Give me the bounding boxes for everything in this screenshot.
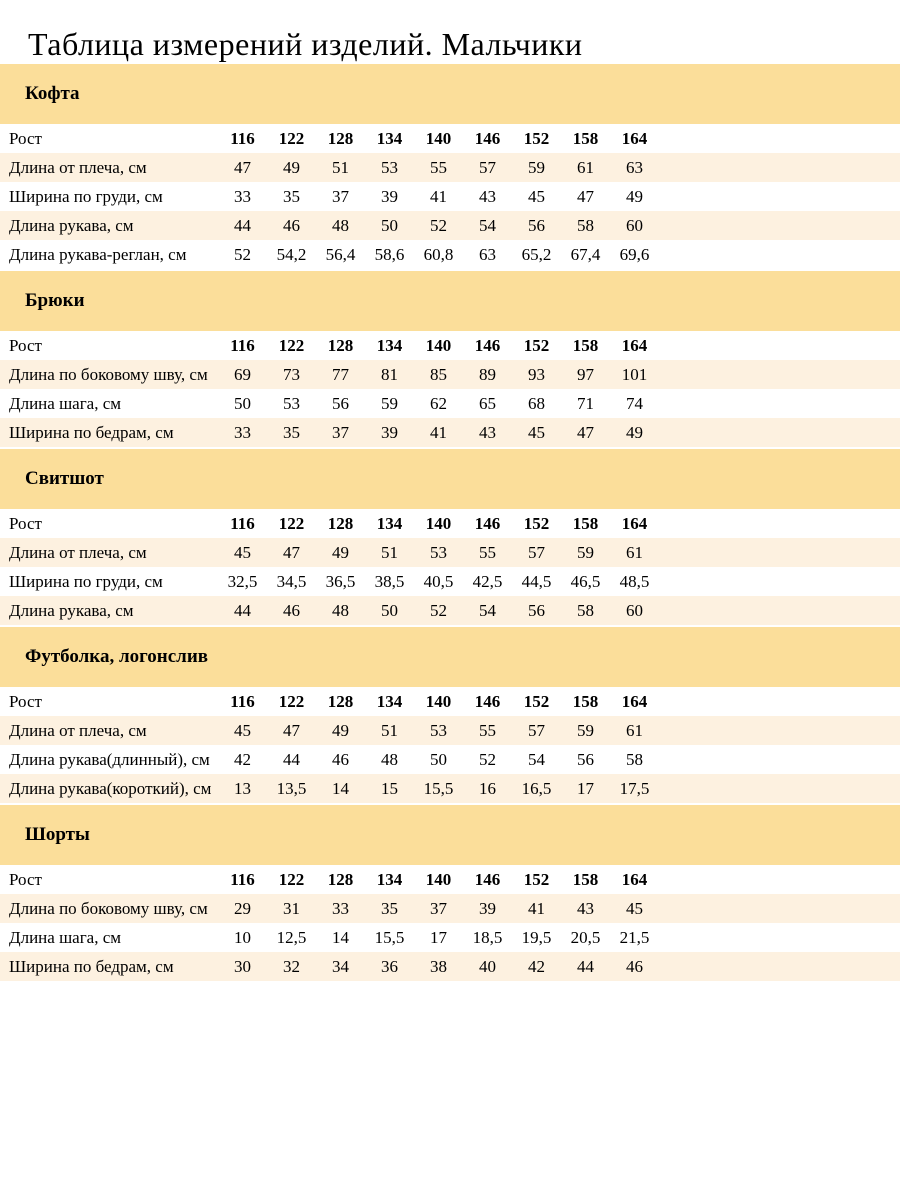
measurement-row: [0, 360, 900, 389]
size-header-cell: 152: [523, 513, 550, 533]
value-cell: 51: [381, 542, 398, 562]
value-cell: 46: [332, 749, 349, 769]
value-cell: 57: [528, 542, 545, 562]
value-cell: 60,8: [423, 244, 454, 264]
section-body: [0, 865, 900, 981]
value-cell: 45: [234, 720, 251, 740]
height-row: [0, 865, 900, 894]
value-cell: 51: [332, 157, 349, 177]
value-cell: 17,5: [619, 778, 650, 798]
section-body: [0, 687, 900, 803]
size-header-cell: 152: [523, 335, 550, 355]
value-cell: 13,5: [276, 778, 307, 798]
row-label: Рост: [9, 691, 42, 711]
row-label: Длина шага, см: [9, 927, 122, 947]
size-header-cell: 128: [327, 128, 354, 148]
measurement-row: [0, 538, 900, 567]
value-cell: 54: [528, 749, 545, 769]
value-cell: 35: [381, 898, 398, 918]
value-cell: 20,5: [570, 927, 601, 947]
size-header-cell: 122: [278, 335, 305, 355]
value-cell: 46,5: [570, 571, 601, 591]
value-cell: 59: [381, 393, 398, 413]
value-cell: 60: [626, 600, 643, 620]
row-label: Рост: [9, 513, 42, 533]
size-header-cell: 140: [425, 128, 452, 148]
value-cell: 33: [234, 422, 251, 442]
size-header-cell: 146: [474, 513, 501, 533]
value-cell: 50: [381, 600, 398, 620]
value-cell: 81: [381, 364, 398, 384]
value-cell: 45: [234, 542, 251, 562]
value-cell: 57: [479, 157, 496, 177]
section-header: [0, 449, 900, 509]
row-label: Длина рукава, см: [9, 600, 134, 620]
size-header-cell: 152: [523, 128, 550, 148]
row-label: Рост: [9, 335, 42, 355]
height-row: [0, 124, 900, 153]
size-header-cell: 158: [572, 513, 599, 533]
value-cell: 29: [234, 898, 251, 918]
section-title: Футболка, логонслив: [25, 646, 209, 667]
section-body: [0, 124, 900, 269]
value-cell: 44: [283, 749, 300, 769]
value-cell: 44: [234, 600, 251, 620]
sections: [0, 64, 900, 981]
value-cell: 54,2: [276, 244, 307, 264]
value-cell: 60: [626, 215, 643, 235]
value-cell: 52: [430, 215, 447, 235]
size-table-section: [0, 449, 900, 625]
size-header-cell: 158: [572, 869, 599, 889]
measurement-row: [0, 952, 900, 981]
value-cell: 59: [528, 157, 545, 177]
value-cell: 37: [430, 898, 447, 918]
value-cell: 14: [332, 927, 349, 947]
row-label: Длина от плеча, см: [9, 157, 147, 177]
size-header-cell: 158: [572, 691, 599, 711]
size-header-cell: 164: [621, 128, 648, 148]
size-header-cell: 140: [425, 513, 452, 533]
measurement-row: [0, 567, 900, 596]
value-cell: 32,5: [227, 571, 258, 591]
value-cell: 77: [332, 364, 349, 384]
size-header-cell: 146: [474, 869, 501, 889]
section-body: [0, 509, 900, 625]
value-cell: 15,5: [374, 927, 405, 947]
row-label: Ширина по бедрам, см: [9, 956, 174, 976]
value-cell: 56: [528, 600, 545, 620]
value-cell: 101: [621, 364, 648, 384]
value-cell: 52: [479, 749, 496, 769]
value-cell: 14: [332, 778, 349, 798]
size-header-cell: 116: [230, 335, 255, 355]
size-table-section: [0, 271, 900, 447]
value-cell: 13: [234, 778, 251, 798]
row-label: Ширина по бедрам, см: [9, 422, 174, 442]
size-table-section: [0, 627, 900, 803]
value-cell: 53: [283, 393, 300, 413]
value-cell: 36,5: [325, 571, 356, 591]
value-cell: 17: [430, 927, 447, 947]
value-cell: 54: [479, 600, 496, 620]
value-cell: 48: [332, 600, 349, 620]
value-cell: 59: [577, 720, 594, 740]
value-cell: 46: [283, 215, 300, 235]
value-cell: 52: [234, 244, 251, 264]
size-header-cell: 164: [621, 869, 648, 889]
size-header-cell: 116: [230, 513, 255, 533]
value-cell: 52: [430, 600, 447, 620]
value-cell: 45: [626, 898, 643, 918]
measurement-row: [0, 182, 900, 211]
value-cell: 19,5: [521, 927, 552, 947]
value-cell: 68: [528, 393, 545, 413]
value-cell: 47: [283, 542, 300, 562]
value-cell: 35: [283, 186, 300, 206]
value-cell: 50: [234, 393, 251, 413]
value-cell: 56,4: [325, 244, 356, 264]
row-label: Длина по боковому шву, см: [9, 898, 208, 918]
value-cell: 57: [528, 720, 545, 740]
value-cell: 38: [430, 956, 447, 976]
row-label: Длина от плеча, см: [9, 720, 147, 740]
measurement-row: [0, 745, 900, 774]
value-cell: 44,5: [521, 571, 552, 591]
value-cell: 65,2: [521, 244, 552, 264]
size-header-cell: 146: [474, 335, 501, 355]
value-cell: 56: [577, 749, 594, 769]
value-cell: 41: [430, 186, 447, 206]
value-cell: 41: [430, 422, 447, 442]
value-cell: 45: [528, 186, 545, 206]
row-label: Длина от плеча, см: [9, 542, 147, 562]
value-cell: 58: [577, 600, 594, 620]
value-cell: 53: [430, 720, 447, 740]
value-cell: 73: [283, 364, 300, 384]
section-header: [0, 64, 900, 124]
value-cell: 85: [430, 364, 447, 384]
value-cell: 61: [626, 542, 643, 562]
section-header: [0, 627, 900, 687]
page-title: Таблица измерений изделий. Мальчики: [28, 26, 583, 62]
value-cell: 61: [626, 720, 643, 740]
size-header-cell: 116: [230, 869, 255, 889]
value-cell: 58: [626, 749, 643, 769]
size-header-cell: 134: [376, 128, 403, 148]
value-cell: 49: [626, 186, 643, 206]
size-header-cell: 164: [621, 513, 648, 533]
size-header-cell: 134: [376, 869, 403, 889]
value-cell: 42,5: [472, 571, 503, 591]
row-label: Ширина по груди, см: [9, 571, 163, 591]
size-header-cell: 140: [425, 335, 452, 355]
row-label: Длина шага, см: [9, 393, 122, 413]
value-cell: 45: [528, 422, 545, 442]
size-header-cell: 134: [376, 691, 403, 711]
value-cell: 55: [479, 720, 496, 740]
value-cell: 34: [332, 956, 349, 976]
value-cell: 53: [381, 157, 398, 177]
value-cell: 46: [626, 956, 643, 976]
value-cell: 48: [381, 749, 398, 769]
value-cell: 58: [577, 215, 594, 235]
value-cell: 33: [234, 186, 251, 206]
height-row: [0, 331, 900, 360]
value-cell: 50: [381, 215, 398, 235]
value-cell: 56: [528, 215, 545, 235]
row-label: Рост: [9, 869, 42, 889]
value-cell: 63: [479, 244, 496, 264]
value-cell: 48,5: [619, 571, 650, 591]
row-label: Рост: [9, 128, 42, 148]
value-cell: 50: [430, 749, 447, 769]
value-cell: 61: [577, 157, 594, 177]
value-cell: 39: [479, 898, 496, 918]
size-header-cell: 128: [327, 691, 354, 711]
value-cell: 59: [577, 542, 594, 562]
value-cell: 93: [528, 364, 545, 384]
value-cell: 47: [577, 186, 594, 206]
value-cell: 40,5: [423, 571, 454, 591]
size-header-cell: 158: [572, 128, 599, 148]
size-header-cell: 134: [376, 513, 403, 533]
value-cell: 74: [626, 393, 643, 413]
value-cell: 31: [283, 898, 300, 918]
value-cell: 47: [283, 720, 300, 740]
row-label: Длина рукава-реглан, см: [9, 244, 187, 264]
value-cell: 62: [430, 393, 447, 413]
size-header-cell: 140: [425, 869, 452, 889]
section-title: Брюки: [25, 290, 85, 311]
value-cell: 58,6: [374, 244, 405, 264]
measurement-row: [0, 389, 900, 418]
value-cell: 51: [381, 720, 398, 740]
size-header-cell: 122: [278, 869, 305, 889]
value-cell: 16: [479, 778, 496, 798]
value-cell: 16,5: [521, 778, 552, 798]
value-cell: 37: [332, 186, 349, 206]
value-cell: 39: [381, 422, 398, 442]
value-cell: 46: [283, 600, 300, 620]
value-cell: 49: [283, 157, 300, 177]
row-label: Ширина по груди, см: [9, 186, 163, 206]
value-cell: 53: [430, 542, 447, 562]
measurement-row: [0, 774, 900, 803]
value-cell: 65: [479, 393, 496, 413]
section-title: Шорты: [25, 824, 90, 845]
value-cell: 15: [381, 778, 398, 798]
size-header-cell: 164: [621, 691, 648, 711]
size-header-cell: 152: [523, 869, 550, 889]
value-cell: 35: [283, 422, 300, 442]
value-cell: 30: [234, 956, 251, 976]
value-cell: 40: [479, 956, 496, 976]
value-cell: 47: [234, 157, 251, 177]
height-row: [0, 687, 900, 716]
value-cell: 71: [577, 393, 594, 413]
value-cell: 56: [332, 393, 349, 413]
size-header-cell: 164: [621, 335, 648, 355]
value-cell: 15,5: [423, 778, 454, 798]
value-cell: 69,6: [619, 244, 650, 264]
value-cell: 69: [234, 364, 251, 384]
measurement-row: [0, 923, 900, 952]
measurement-row: [0, 894, 900, 923]
value-cell: 49: [332, 542, 349, 562]
row-label: Длина рукава(короткий), см: [9, 778, 212, 798]
height-row: [0, 509, 900, 538]
measurement-row: [0, 240, 900, 269]
section-header: [0, 271, 900, 331]
measurement-row: [0, 716, 900, 745]
value-cell: 67,4: [570, 244, 601, 264]
value-cell: 38,5: [374, 571, 405, 591]
value-cell: 17: [577, 778, 594, 798]
value-cell: 39: [381, 186, 398, 206]
value-cell: 63: [626, 157, 643, 177]
value-cell: 43: [479, 186, 496, 206]
size-header-cell: 146: [474, 128, 501, 148]
value-cell: 21,5: [619, 927, 650, 947]
value-cell: 12,5: [276, 927, 307, 947]
size-header-cell: 140: [425, 691, 452, 711]
size-header-cell: 122: [278, 513, 305, 533]
measurement-row: [0, 418, 900, 447]
value-cell: 44: [577, 956, 594, 976]
size-header-cell: 158: [572, 335, 599, 355]
size-header-cell: 128: [327, 513, 354, 533]
size-header-cell: 128: [327, 869, 354, 889]
row-label: Длина по боковому шву, см: [9, 364, 208, 384]
size-header-cell: 152: [523, 691, 550, 711]
size-header-cell: 134: [376, 335, 403, 355]
value-cell: 37: [332, 422, 349, 442]
section-title: Кофта: [25, 83, 80, 104]
section-body: [0, 331, 900, 447]
row-label: Длина рукава, см: [9, 215, 134, 235]
value-cell: 89: [479, 364, 496, 384]
value-cell: 10: [234, 927, 251, 947]
size-header-cell: 122: [278, 128, 305, 148]
value-cell: 55: [479, 542, 496, 562]
value-cell: 47: [577, 422, 594, 442]
value-cell: 97: [577, 364, 594, 384]
measurement-row: [0, 153, 900, 182]
section-title: Свитшот: [25, 468, 104, 489]
section-header: [0, 805, 900, 865]
size-header-cell: 116: [230, 691, 255, 711]
value-cell: 18,5: [472, 927, 503, 947]
size-header-cell: 128: [327, 335, 354, 355]
value-cell: 41: [528, 898, 545, 918]
value-cell: 44: [234, 215, 251, 235]
value-cell: 32: [283, 956, 300, 976]
size-table-section: [0, 64, 900, 269]
value-cell: 42: [528, 956, 545, 976]
value-cell: 48: [332, 215, 349, 235]
value-cell: 49: [626, 422, 643, 442]
value-cell: 43: [577, 898, 594, 918]
value-cell: 36: [381, 956, 398, 976]
value-cell: 33: [332, 898, 349, 918]
value-cell: 55: [430, 157, 447, 177]
size-header-cell: 146: [474, 691, 501, 711]
measurement-row: [0, 211, 900, 240]
value-cell: 34,5: [276, 571, 307, 591]
size-table-section: [0, 805, 900, 981]
size-header-cell: 116: [230, 128, 255, 148]
value-cell: 43: [479, 422, 496, 442]
value-cell: 49: [332, 720, 349, 740]
row-label: Длина рукава(длинный), см: [9, 749, 210, 769]
measurement-row: [0, 596, 900, 625]
value-cell: 54: [479, 215, 496, 235]
value-cell: 42: [234, 749, 251, 769]
size-header-cell: 122: [278, 691, 305, 711]
